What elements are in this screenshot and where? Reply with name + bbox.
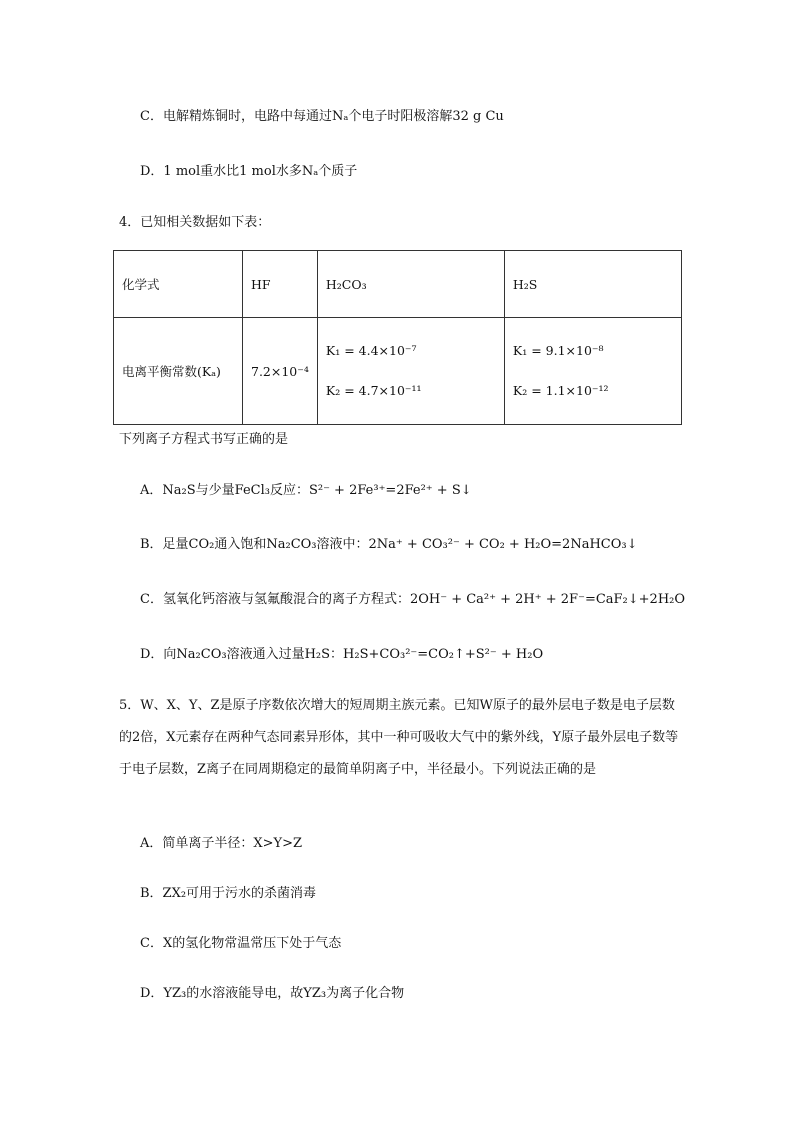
header-h2co3: H₂CO₃ [317,251,504,318]
q4-option-d: D．向Na₂CO₃溶液通入过量H₂S：H₂S+CO₃²⁻=CO₂↑+S²⁻ + H₂O [140,647,544,662]
h2s-k2: K₂ = 1.1×10⁻¹² [512,383,609,398]
header-hf: HF [243,251,318,318]
header-formula: 化学式 [114,251,243,318]
h2co3-k2: K₂ = 4.7×10⁻¹¹ [325,383,422,398]
h2co3-k1: K₁ = 4.4×10⁻⁷ [325,343,417,358]
h2s-constants [504,318,681,425]
q4-option-c: C．氢氧化钙溶液与氢氟酸混合的离子方程式：2OH⁻ + Ca²⁺ + 2H⁺ + 2F⁻=CaF₂↓+2H₂O [140,592,686,607]
ionization-constant-table [113,250,682,425]
q5-option-c: C．X的氢化物常温常压下处于气态 [140,936,342,951]
hf-ka-value: 7.2×10⁻⁴ [243,318,318,425]
question-5-stem: 5．W、X、Y、Z是原子序数依次增大的短周期主族元素。已知W原子的最外层电子数是电子层数的2倍，X元素存在两种气态同素异形体，其中一种可吸收大气中的紫外线，Y原子最外层电子数等于电子层数，Z离子在同周期稳定的最简单阴离子中，半径最小。下列说法正确的是 [119,698,679,777]
header-h2s: H₂S [504,251,681,318]
q4-option-a: A．Na₂S与少量FeCl₃反应：S²⁻ + 2Fe³⁺=2Fe²⁺ + S↓ [140,483,472,498]
q5-option-b: B．ZX₂可用于污水的杀菌消毒 [140,886,317,901]
q5-option-a: A．简单离子半径：X>Y>Z [140,836,303,851]
question-4-prompt: 下列离子方程式书写正确的是 [119,432,289,447]
h2s-k1: K₁ = 9.1×10⁻⁸ [512,343,604,358]
table-header-row [114,251,682,318]
row-label-ka: 电离平衡常数(Kₐ) [114,318,243,425]
option-prev-c: C．电解精炼铜时，电路中每通过Nₐ个电子时阳极溶解32 g Cu [140,109,504,124]
question-4-stem: 4．已知相关数据如下表： [119,215,271,230]
h2co3-constants [317,318,504,425]
table-data-row [114,318,682,425]
q4-option-b: B．足量CO₂通入饱和Na₂CO₃溶液中：2Na⁺ + CO₃²⁻ + CO₂ + H₂O=2NaHCO₃↓ [140,537,638,552]
option-prev-d: D．1 mol重水比1 mol水多Nₐ个质子 [140,164,358,179]
q5-option-d: D．YZ₃的水溶液能导电，故YZ₃为离子化合物 [140,986,405,1001]
